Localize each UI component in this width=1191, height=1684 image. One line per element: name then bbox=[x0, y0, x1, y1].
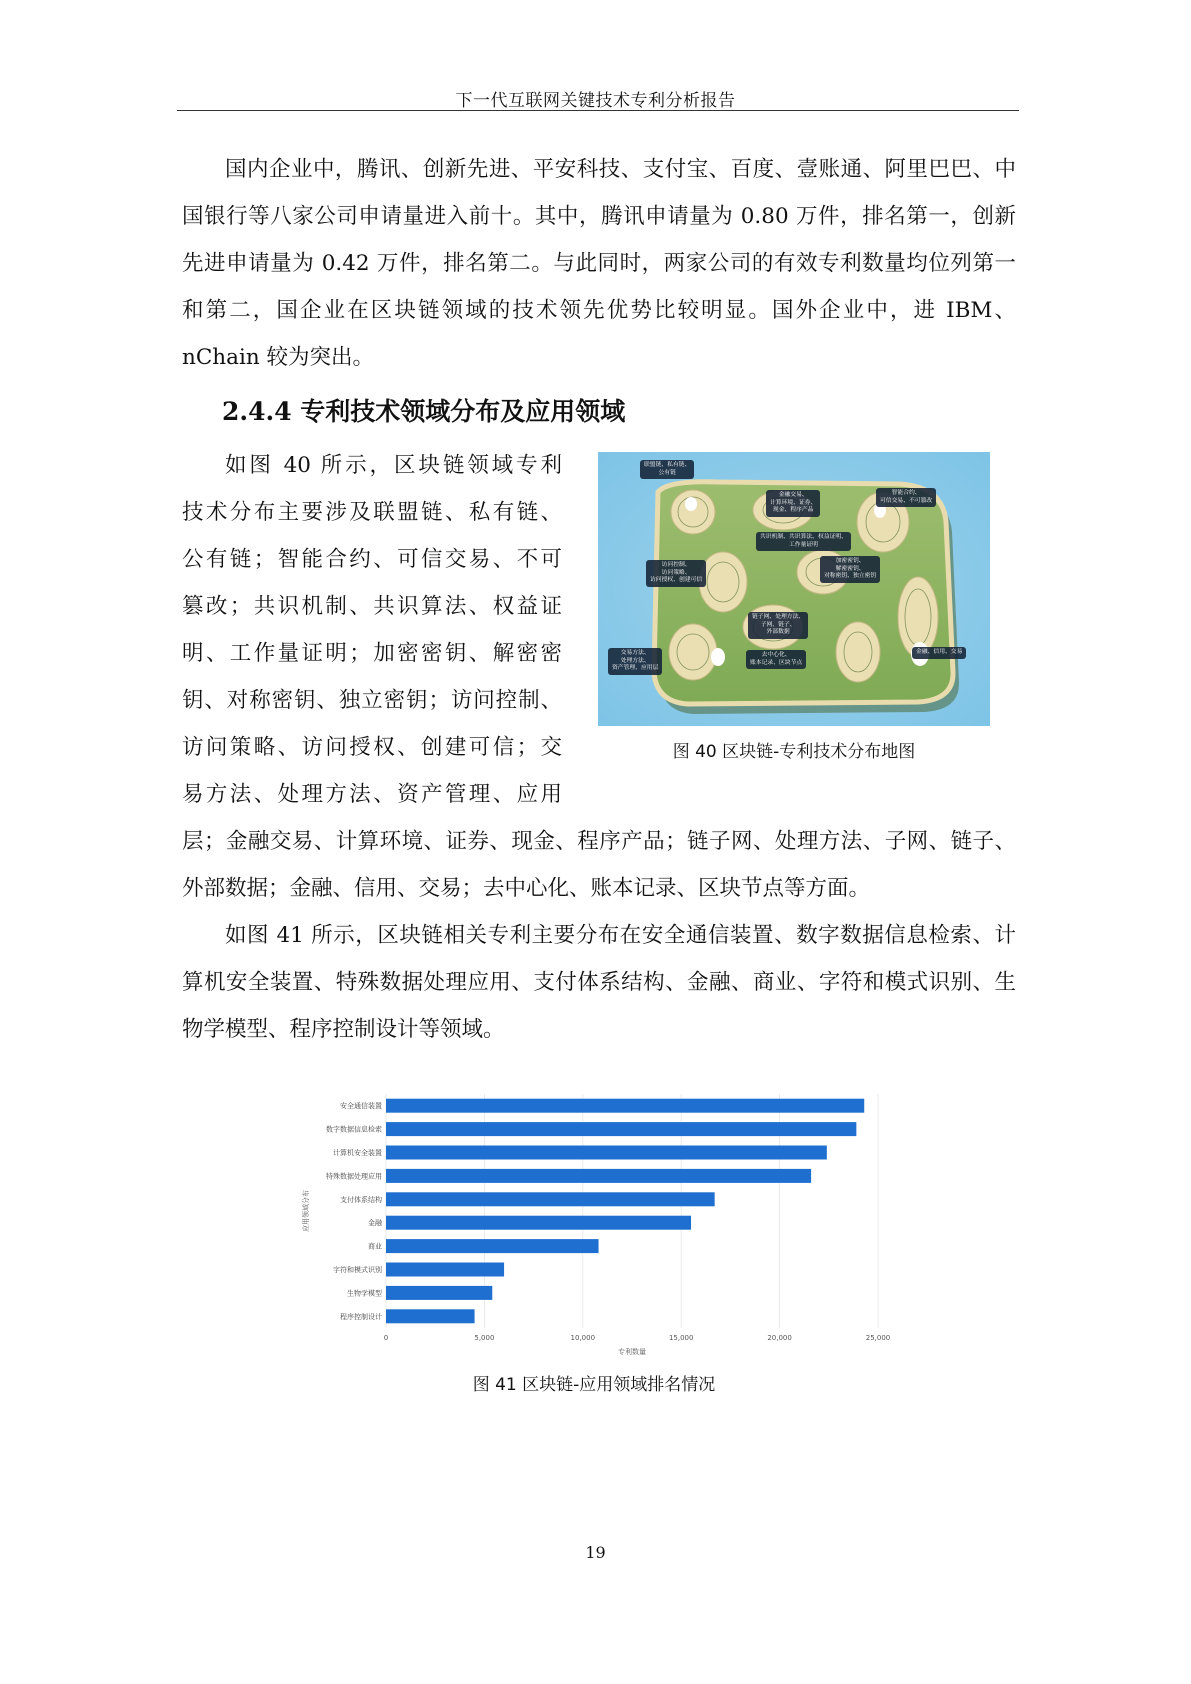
figure-40-map bbox=[598, 452, 990, 726]
paragraph-tech-distribution bbox=[182, 442, 562, 818]
category-label: 字符和模式识别 bbox=[333, 1266, 382, 1274]
category-label: 支付体系结构 bbox=[340, 1195, 382, 1204]
map-label: 链子网、处理方法、 子网、链子、 外部数据 bbox=[748, 612, 808, 639]
paragraph-line: 易方法、处理方法、资产管理、应用 bbox=[182, 782, 562, 807]
map-label: 联盟链、私有链、 公有链 bbox=[640, 460, 694, 479]
map-label: 交易方法、 处理方法、 资产管理、应用层 bbox=[608, 648, 662, 675]
category-label: 生物学模型 bbox=[347, 1289, 382, 1298]
x-tick-label: 10,000 bbox=[570, 1334, 596, 1342]
paragraph-line: 篡改；共识机制、共识算法、权益证 bbox=[182, 594, 562, 619]
paragraph-line: 钥、对称密钥、独立密钥；访问控制、 bbox=[182, 688, 562, 713]
bar bbox=[386, 1099, 864, 1113]
bar bbox=[386, 1239, 599, 1253]
x-axis-label: 专利数量 bbox=[618, 1348, 646, 1356]
paragraph-line: 如图 40 所示，区块链领域专利 bbox=[225, 453, 562, 478]
map-label: 去中心化、 账本记录、区块节点 bbox=[746, 650, 806, 669]
bar-chart bbox=[288, 1090, 900, 1362]
category-label: 计算机安全装置 bbox=[333, 1149, 382, 1157]
category-label: 金融 bbox=[368, 1219, 382, 1228]
bar bbox=[386, 1192, 715, 1206]
bar bbox=[386, 1146, 827, 1160]
figure-40-caption: 图 40 区块链-专利技术分布地图 bbox=[672, 742, 916, 762]
figure-41-chart bbox=[288, 1090, 900, 1362]
running-header: 下一代互联网关键技术专利分析报告 bbox=[455, 91, 736, 111]
x-tick-label: 15,000 bbox=[668, 1334, 694, 1342]
bar bbox=[386, 1122, 856, 1136]
map-label: 金融交易、 计算环境、证券、 现金、程序产品 bbox=[766, 490, 820, 517]
paragraph-line: 技术分布主要涉及联盟链、私有链、 bbox=[182, 500, 562, 525]
paragraph-tech-distribution-continued: 层；金融交易、计算环境、证券、现金、程序产品；链子网、处理方法、子网、链子、外部数据；金融、信用、交易；去中心化、账本记录、区块节点等方面。 bbox=[182, 829, 1016, 901]
section-heading: 2.4.4 专利技术领域分布及应用领域 bbox=[222, 397, 626, 426]
bar bbox=[386, 1169, 811, 1183]
bar bbox=[386, 1309, 475, 1323]
x-tick-label: 25,000 bbox=[865, 1334, 891, 1342]
category-label: 程序控制设计 bbox=[340, 1312, 382, 1321]
x-tick-label: 5,000 bbox=[474, 1334, 495, 1342]
category-label: 数字数据信息检索 bbox=[326, 1125, 382, 1134]
paragraph-line: 公有链；智能合约、可信交易、不可 bbox=[182, 547, 562, 572]
map-label: 访问控制、 访问策略、 访问授权、创建可信 bbox=[646, 560, 706, 587]
paragraph-domestic-companies: 国内企业中，腾讯、创新先进、平安科技、支付宝、百度、壹账通、阿里巴巴、中国银行等八家公司申请量进入前十。其中，腾讯申请量为 0.80 万件，排名第一，创新先进申请量为 0.42 万件，排名第二。与此同时，两家公司的有效专利数量均位列第一和第二，国企业在区块链领域的技术领先优势比较明显。国外企业中，进 IBM、nChain 较为突出。 bbox=[182, 157, 1016, 370]
paragraph-line: 明、工作量证明；加密密钥、解密密 bbox=[182, 641, 562, 666]
map-label: 金融、信用、交易 bbox=[912, 647, 966, 659]
paragraph-application-fields: 如图 41 所示，区块链相关专利主要分布在安全通信装置、数字数据信息检索、计算机安全装置、特殊数据处理应用、支付体系结构、金融、商业、字符和模式识别、生物学模型、程序控制设计等领域。 bbox=[182, 923, 1016, 1042]
category-label: 特殊数据处理应用 bbox=[326, 1172, 382, 1181]
map-label: 加密密钥、 解密密钥、 对称密钥、独立密钥 bbox=[820, 556, 880, 583]
category-label: 安全通信装置 bbox=[340, 1102, 382, 1111]
bar bbox=[386, 1286, 492, 1300]
paragraph-line: 访问策略、访问授权、创建可信；交 bbox=[182, 735, 562, 760]
category-label: 商业 bbox=[368, 1242, 382, 1251]
x-tick-label: 20,000 bbox=[767, 1334, 792, 1342]
bar bbox=[386, 1263, 504, 1277]
map-label: 智能合约、 可信交易、不可篡改 bbox=[876, 488, 936, 507]
page-number: 19 bbox=[585, 1543, 606, 1562]
bar bbox=[386, 1216, 691, 1230]
x-tick-label: 0 bbox=[383, 1334, 389, 1342]
map-label: 共识机制、共识算法、权益证明、 工作量证明 bbox=[756, 532, 851, 551]
figure-41-caption: 图 41 区块链-应用领域排名情况 bbox=[472, 1375, 716, 1395]
header-rule bbox=[177, 110, 1019, 111]
y-axis-label: 应用领域分布 bbox=[302, 1190, 310, 1232]
